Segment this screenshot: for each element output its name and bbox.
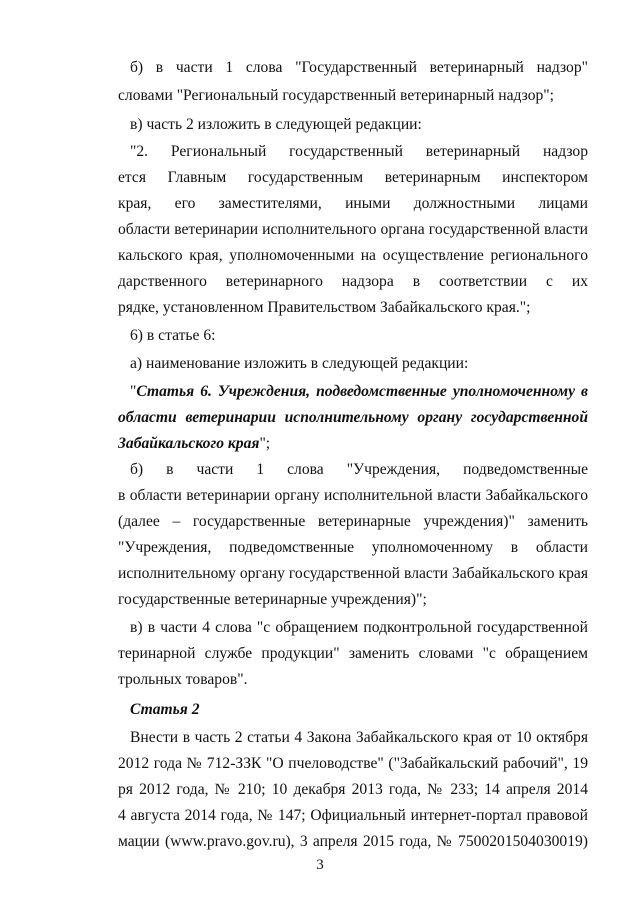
text-line — [118, 168, 588, 188]
text-line — [118, 298, 588, 318]
text-line — [118, 86, 588, 106]
text-line — [118, 272, 588, 292]
text-line — [118, 780, 588, 800]
text-line — [118, 512, 588, 532]
text-run: в) часть 2 изложить в следующей редакции: — [130, 116, 422, 133]
text-line — [130, 460, 588, 480]
text-line — [118, 486, 588, 506]
text-line — [130, 618, 588, 638]
text-run: " — [130, 383, 137, 400]
text-line — [130, 354, 588, 374]
text-run: трольных товаров". — [118, 671, 248, 688]
text-line — [118, 564, 588, 584]
page-number: 3 — [316, 857, 324, 873]
text-run: 4 августа 2014 года, № 147; Официальный интернет-портал правовой — [118, 807, 588, 824]
text-line — [118, 754, 588, 774]
text-line — [118, 246, 588, 266]
text-run: в) в части 4 слова "с обращением подконтрольной государственной — [130, 619, 588, 636]
emphasized-text: Забайкальского края — [118, 435, 260, 452]
emphasized-text: области ветеринарии исполнительному органу государственной — [118, 409, 588, 426]
text-run: "Учреждения, подведомственные уполномоченному в области — [118, 539, 588, 556]
text-line — [118, 408, 588, 428]
text-run: Внести в часть 2 статьи 4 Закона Забайкальского края от 10 октября — [130, 729, 588, 746]
text-run: кальского края, уполномоченными на осуществление регионального — [118, 247, 588, 264]
text-run: государственные ветеринарные учреждения)"; — [118, 591, 427, 608]
text-run: 6) в статье 6: — [130, 327, 216, 344]
text-run: ется Главным государственным ветеринарным инспектором — [118, 169, 588, 186]
text-run: (далее – государственные ветеринарные учреждения)" заменить — [118, 513, 588, 530]
text-run: словами "Региональный государственный ветеринарный надзор"; — [118, 87, 555, 104]
text-run: 2012 года № 712-ЗЗК "О пчеловодстве" ("Забайкальский рабочий", 19 — [118, 755, 588, 772]
text-run: мации (www.pravo.gov.ru), 3 апреля 2015 года, № 7500201504030019) — [118, 833, 588, 850]
text-line — [130, 700, 588, 720]
text-line — [130, 728, 588, 748]
text-line — [118, 194, 588, 214]
text-run: области ветеринарии исполнительного органа государственной власти — [118, 221, 588, 238]
text-run: исполнительному органу государственной власти Забайкальского края — [118, 565, 588, 582]
emphasized-text: Статья 2 — [130, 701, 200, 718]
text-line — [130, 326, 588, 346]
emphasized-text: Статья 6. Учреждения, подведомственные уполномоченному в — [136, 383, 588, 400]
text-line — [118, 434, 588, 454]
text-run: рядке, установленном Правительством Забайкальского края."; — [118, 299, 531, 316]
text-run: "; — [259, 435, 271, 452]
text-line — [118, 644, 588, 664]
text-line — [118, 590, 588, 610]
text-run: края, его заместителями, иными должностными лицами — [118, 195, 588, 212]
text-line — [118, 806, 588, 826]
text-line — [130, 115, 588, 135]
text-line — [118, 832, 588, 852]
text-run: в области ветеринарии органу исполнительной власти Забайкальского — [118, 487, 588, 504]
text-run: ря 2012 года, № 210; 10 декабря 2013 года, № 233; 14 апреля 2014 — [118, 781, 588, 798]
text-line — [118, 538, 588, 558]
text-line — [130, 142, 588, 162]
text-run: теринарной службе продукции" заменить словами "с обращением — [118, 645, 588, 662]
text-run: б) в части 1 слова "Государственный ветеринарный надзор" — [130, 59, 588, 76]
text-line — [130, 382, 588, 402]
text-line — [118, 670, 588, 690]
text-line — [130, 58, 588, 78]
text-run: дарственного ветеринарного надзора в соответствии с их — [118, 273, 588, 290]
text-run: "2. Региональный государственный ветеринарный надзор — [130, 143, 588, 160]
text-run: б) в части 1 слова "Учреждения, подведомственные — [130, 461, 588, 478]
text-run: а) наименование изложить в следующей редакции: — [130, 355, 469, 372]
text-line — [118, 220, 588, 240]
